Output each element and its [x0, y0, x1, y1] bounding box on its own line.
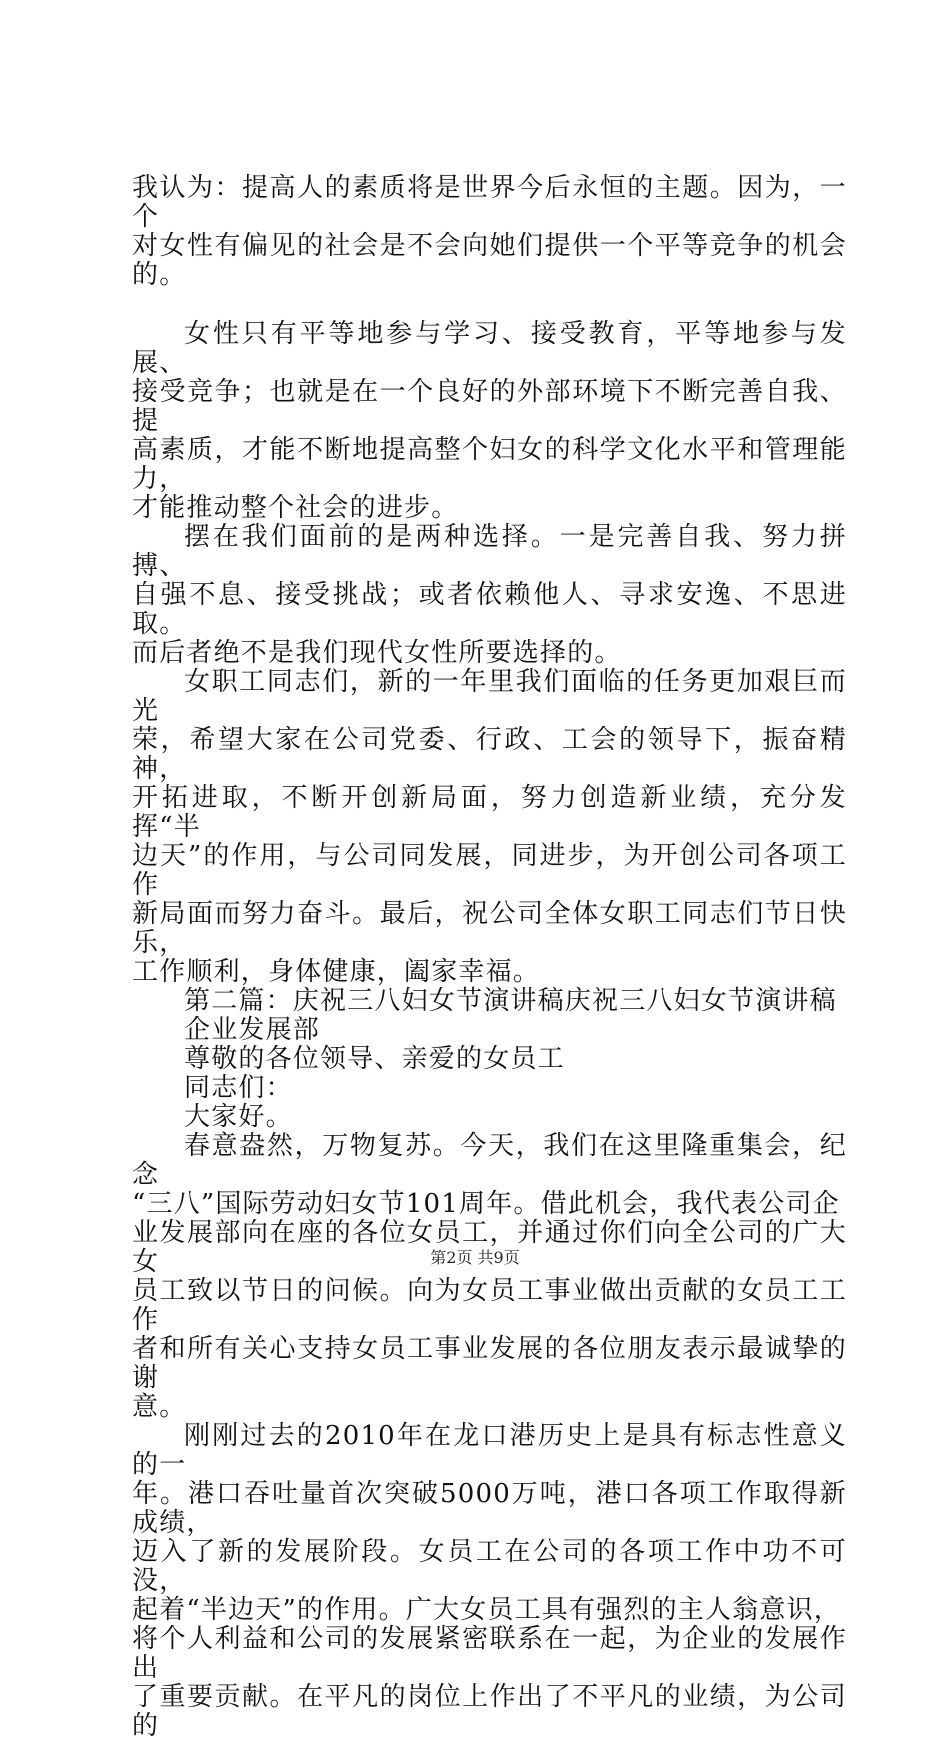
- paragraph-3: 摆在我们面前的是两种选择。一是完善自我、努力拼搏、 自强不息、接受挑战；或者依赖他人、寻求安逸、不思进取。 而后者绝不是我们现代女性所要选择的。: [132, 522, 847, 668]
- paragraph-gap: [132, 290, 847, 320]
- page-number: 第2页 共9页: [430, 1248, 520, 1267]
- paragraph-4: 女职工同志们，新的一年里我们面临的任务更加艰巨而光 荣，希望大家在公司党委、行政、工会的领导下，振奋精神， 开拓进取，不断开创新局面，努力创造新业绩，充分发挥“半 边天”的作用，与公司同发展，同进步，为开创公司各项工作 新局面而努力奋斗。最后，祝公司全体女职工同志们节日快乐， 工作顺利，身体健康，阖家幸福。: [132, 667, 847, 987]
- paragraph-spring: 春意盎然，万物复苏。今天，我们在这里隆重集会，纪念 “三八”国际劳动妇女节101周年。借此机会，我代表公司企 业发展部向在座的各位女员工，并通过你们向全公司的广大女 员工致以节日的问候。向为女员工事业做出贡献的女员工工作 者和所有关心支持女员工事业发展的各位朋友表示最诚挚的谢 意。: [132, 1131, 847, 1422]
- salutation-comrades: 同志们：: [184, 1073, 293, 1103]
- department-line: 企业发展部: [184, 1015, 321, 1045]
- paragraph-2: 女性只有平等地参与学习、接受教育，平等地参与发展、 接受竞争；也就是在一个良好的外部环境下不断完善自我、提 高素质，才能不断地提高整个妇女的科学文化水平和管理能力， 才能推动整个社会的进步。: [132, 319, 847, 523]
- page-footer: [0, 1248, 950, 1268]
- paragraph-2010: 刚刚过去的2010年在龙口港历史上是具有标志性意义的一 年。港口吞吐量首次突破5000万吨，港口各项工作取得新成绩， 迈入了新的发展阶段。女员工在公司的各项工作中功不可没， 起着“半边天”的作用。广大女员工具有强烈的主人翁意识， 将个人利益和公司的发展紧密联系在一起，为企业的发展作出 了重要贡献。在平凡的岗位上作出了不平凡的业绩，为公司的: [132, 1421, 847, 1741]
- greeting-line: 大家好。: [184, 1102, 293, 1132]
- paragraph-1: 我认为：提高人的素质将是世界今后永恒的主题。因为，一个 对女性有偏见的社会是不会向她们提供一个平等竞争的机会的。: [132, 173, 847, 290]
- document-body: [132, 174, 847, 1741]
- salutation-line: 尊敬的各位领导、亲爱的女员工: [184, 1044, 565, 1074]
- section-heading: 第二篇：庆祝三八妇女节演讲稿庆祝三八妇女节演讲稿: [184, 986, 837, 1016]
